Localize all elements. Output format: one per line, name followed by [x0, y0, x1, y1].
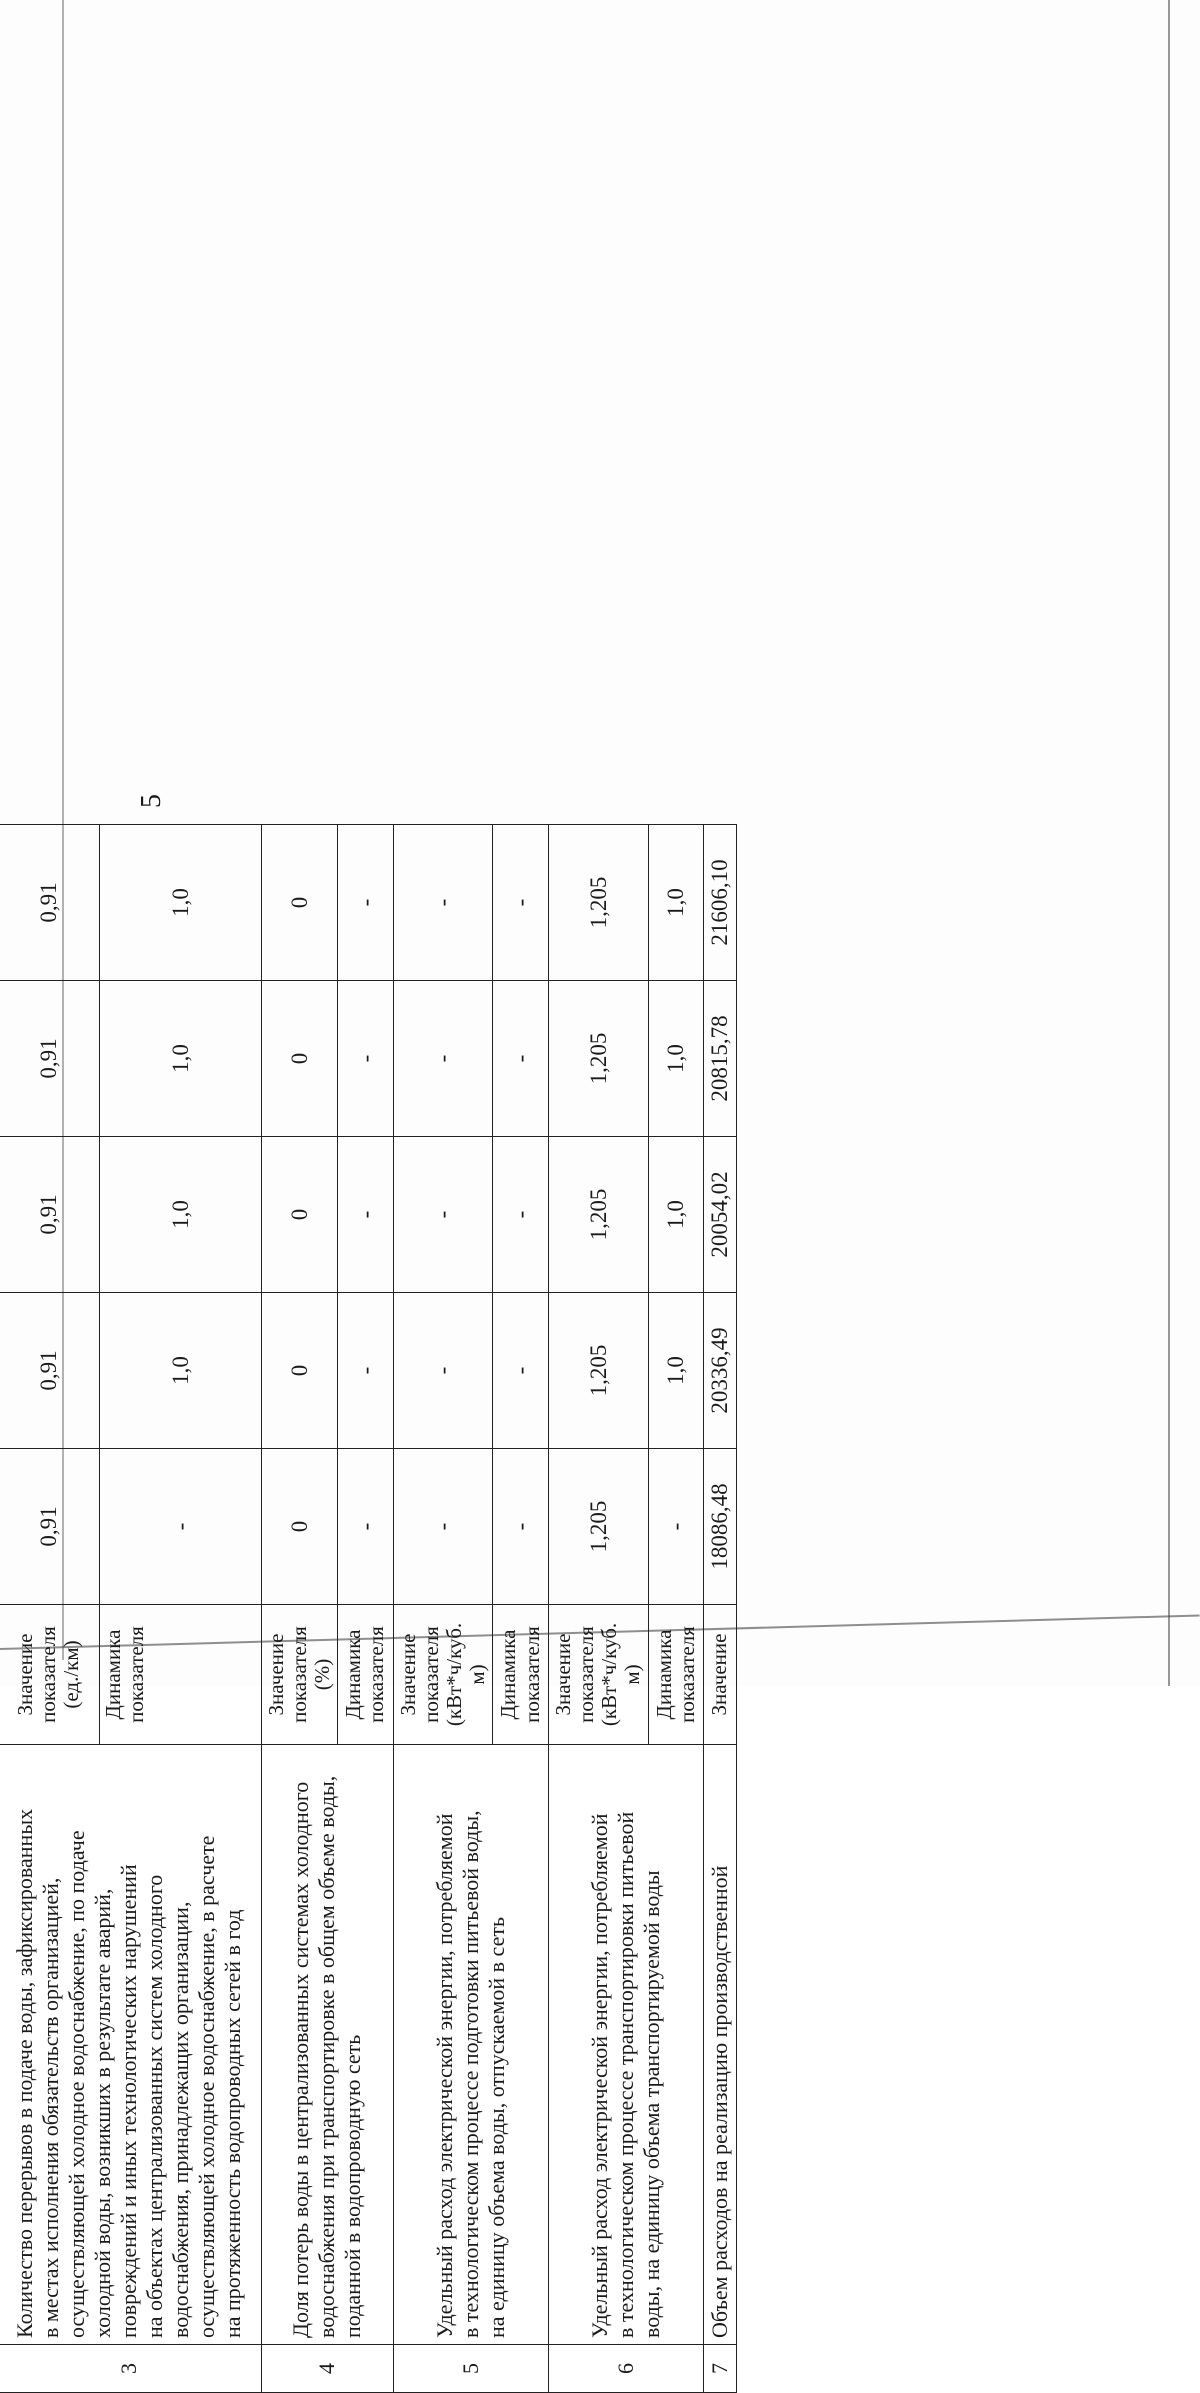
value-cell: 1,205 [548, 1137, 648, 1293]
value-cell: 1,205 [548, 1293, 648, 1449]
value-cell: 20054,02 [703, 1137, 736, 1293]
page-number: 5 [136, 794, 167, 808]
name-line: Доля потерь воды в централизованных системах холодного [288, 1781, 314, 2338]
name-line: водоснабжения, принадлежащих организации, [168, 1901, 194, 2338]
name-line: на единицу объема воды, отпускаемой в сеть [483, 1917, 509, 2338]
name-line: Объем расходов на реализацию производственной [707, 1865, 732, 2338]
value-cell: 0 [261, 1449, 337, 1605]
value-cell: 1,0 [648, 1293, 703, 1449]
table-row [0, 824, 99, 2392]
name-line: Удельный расход электрической энергии, потребляемой [586, 1813, 612, 2338]
table-row [703, 824, 736, 2392]
indicators-table [0, 824, 737, 2393]
table-row [261, 824, 337, 2392]
value-cell: - [393, 981, 493, 1137]
value-cell: - [338, 1293, 393, 1449]
indicators-table-wrapper [0, 825, 737, 2393]
value-cell: - [338, 824, 393, 980]
label-cell: Значение показателя (кВт*ч/куб. м) [393, 1605, 493, 1745]
value-cell: 20336,49 [703, 1293, 736, 1449]
row-number: 3 [0, 2345, 261, 2393]
value-cell: - [493, 1293, 548, 1449]
value-cell: 0 [261, 1293, 337, 1449]
value-cell: 1,205 [548, 981, 648, 1137]
name-line: Количество перерывов в подаче воды, зафиксированных [12, 1808, 38, 2338]
name-line: водоснабжения при транспортировке в общем объеме воды, [314, 1775, 340, 2338]
value-cell: 0,91 [0, 1137, 99, 1293]
value-cell: 1,0 [99, 824, 261, 980]
label-cell: Динамика показателя [493, 1605, 548, 1745]
value-cell: 0,91 [0, 824, 99, 980]
label-cell: Значение показателя (%) [261, 1605, 337, 1745]
value-cell: 1,0 [648, 824, 703, 980]
value-cell: - [338, 981, 393, 1137]
name-line: осуществляющей холодное водоснабжение, в расчете [194, 1835, 220, 2338]
value-cell: - [493, 1137, 548, 1293]
value-cell: - [338, 1137, 393, 1293]
name-line: воды, на единицу объема транспортируемой воды [638, 1870, 664, 2338]
value-cell: 0 [261, 981, 337, 1137]
label-cell: Значение показателя (ед./км) [0, 1605, 99, 1745]
value-cell: - [393, 824, 493, 980]
indicator-name [393, 1745, 548, 2345]
value-cell: 18086,48 [703, 1449, 736, 1605]
table-row [548, 824, 648, 2392]
value-cell: 20815,78 [703, 981, 736, 1137]
value-cell: 0,91 [0, 1449, 99, 1605]
value-cell: 0 [261, 1137, 337, 1293]
value-cell: 1,205 [548, 1449, 648, 1605]
value-cell: - [493, 981, 548, 1137]
indicator-name [703, 1745, 736, 2345]
value-cell: 21606,10 [703, 824, 736, 980]
label-cell: Динамика показателя [99, 1605, 261, 1745]
name-line: в технологическом процессе подготовки питьевой воды, [457, 1810, 483, 2338]
value-cell: - [493, 824, 548, 980]
value-cell: 1,0 [99, 1137, 261, 1293]
value-cell: 1,0 [648, 1137, 703, 1293]
value-cell: 1,205 [548, 824, 648, 980]
name-line: повреждений и иных технологических нарушений [116, 1864, 142, 2338]
indicator-name [0, 1745, 261, 2345]
row-number: 4 [261, 2345, 393, 2393]
label-cell: Значение показателя (кВт*ч/куб. м) [548, 1605, 648, 1745]
name-line: на объектах централизованных систем холодного [142, 1874, 168, 2338]
indicator-name [261, 1745, 393, 2345]
row-number: 6 [548, 2345, 703, 2393]
value-cell: 0,91 [0, 1293, 99, 1449]
value-cell: 0 [261, 824, 337, 980]
value-cell: 1,0 [648, 981, 703, 1137]
name-line: холодной воды, возникших в результате аварий, [90, 1888, 116, 2338]
table-row [393, 824, 493, 2392]
value-cell: - [393, 1449, 493, 1605]
value-cell: 1,0 [99, 1293, 261, 1449]
name-line: осуществляющей холодное водоснабжение, по подаче [64, 1830, 90, 2338]
value-cell: 0,91 [0, 981, 99, 1137]
value-cell: - [648, 1449, 703, 1605]
name-line: в технологическом процессе транспортировки питьевой [612, 1811, 638, 2338]
value-cell: - [393, 1137, 493, 1293]
row-number: 5 [393, 2345, 548, 2393]
value-cell: 1,0 [99, 981, 261, 1137]
value-cell: - [393, 1293, 493, 1449]
name-line: в местах исполнения обязательств организацией, [38, 1877, 64, 2338]
name-line: поданной в водопроводную сеть [340, 2034, 366, 2338]
name-line: Удельный расход электрической энергии, потребляемой [431, 1813, 457, 2338]
label-cell: Значение [703, 1605, 736, 1745]
indicator-name [548, 1745, 703, 2345]
label-cell: Динамика показателя [648, 1605, 703, 1745]
name-line: на протяженность водопроводных сетей в год [220, 1909, 246, 2338]
value-cell: - [338, 1449, 393, 1605]
row-number: 7 [703, 2345, 736, 2393]
value-cell: - [99, 1449, 261, 1605]
scan-edge-right [1168, 0, 1170, 1686]
value-cell: - [493, 1449, 548, 1605]
label-cell: Динамика показателя [338, 1605, 393, 1745]
